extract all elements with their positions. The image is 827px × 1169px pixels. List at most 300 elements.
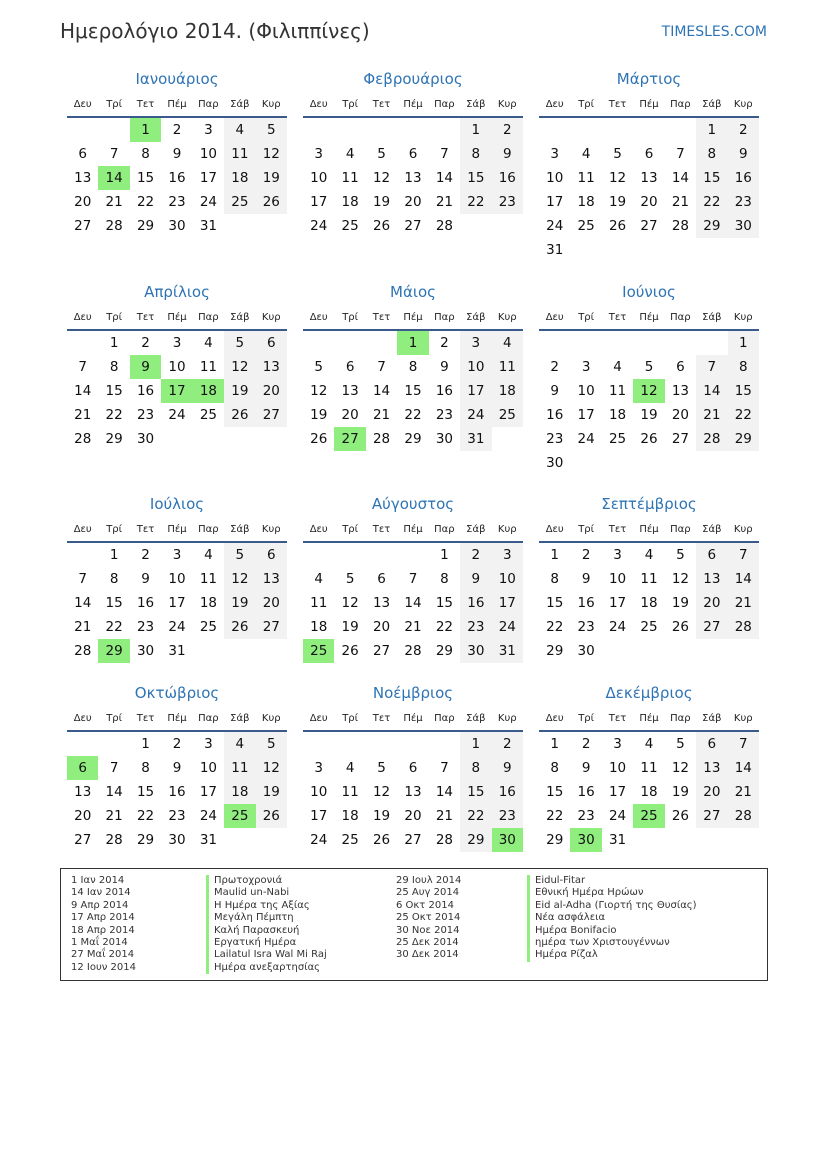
- day[interactable]: 15: [105, 595, 123, 611]
- day[interactable]: 15: [136, 170, 155, 186]
- day[interactable]: 13: [372, 595, 391, 611]
- day[interactable]: 25: [199, 407, 218, 423]
- day[interactable]: 27: [640, 218, 658, 234]
- day[interactable]: 25: [199, 619, 218, 635]
- day[interactable]: 9: [440, 359, 449, 375]
- day[interactable]: 5: [314, 359, 323, 375]
- day[interactable]: 1: [460, 118, 491, 142]
- day[interactable]: 14: [372, 383, 391, 399]
- day[interactable]: 10: [492, 567, 523, 591]
- day[interactable]: 11: [608, 383, 627, 399]
- day[interactable]: 23: [435, 407, 454, 423]
- day[interactable]: 20: [256, 379, 287, 403]
- day[interactable]: 4: [224, 732, 255, 756]
- day[interactable]: 15: [435, 595, 454, 611]
- day[interactable]: 13: [74, 784, 92, 800]
- day[interactable]: 5: [377, 146, 386, 162]
- day[interactable]: 14: [435, 784, 454, 800]
- day[interactable]: 17: [310, 808, 328, 824]
- day[interactable]: 24: [546, 218, 564, 234]
- day[interactable]: 9: [172, 760, 182, 776]
- day[interactable]: 26: [640, 431, 658, 447]
- day[interactable]: 21: [74, 407, 92, 423]
- day[interactable]: 4: [345, 760, 355, 776]
- day[interactable]: 29: [105, 431, 123, 447]
- day[interactable]: 28: [435, 218, 454, 234]
- day[interactable]: 26: [372, 218, 391, 234]
- day[interactable]: 12: [671, 571, 690, 587]
- day[interactable]: 14: [404, 595, 422, 611]
- day[interactable]: 1: [460, 732, 491, 756]
- day[interactable]: 22: [460, 804, 491, 828]
- day[interactable]: 24: [492, 615, 523, 639]
- holiday-day[interactable]: 25: [633, 804, 664, 828]
- day[interactable]: 24: [168, 407, 186, 423]
- day[interactable]: 4: [492, 331, 523, 355]
- day[interactable]: 2: [440, 335, 449, 351]
- day[interactable]: 24: [199, 194, 218, 210]
- day[interactable]: 8: [460, 142, 491, 166]
- day[interactable]: 18: [310, 619, 328, 635]
- day[interactable]: 6: [644, 146, 654, 162]
- day[interactable]: 29: [546, 832, 564, 848]
- day[interactable]: 18: [608, 407, 627, 423]
- day[interactable]: 10: [546, 170, 564, 186]
- day[interactable]: 26: [224, 403, 255, 427]
- day[interactable]: 19: [224, 591, 255, 615]
- day[interactable]: 8: [696, 142, 727, 166]
- day[interactable]: 6: [676, 359, 685, 375]
- day[interactable]: 23: [492, 190, 523, 214]
- day[interactable]: 29: [136, 218, 155, 234]
- day[interactable]: 6: [408, 760, 418, 776]
- day[interactable]: 28: [74, 431, 92, 447]
- day[interactable]: 27: [696, 804, 727, 828]
- day[interactable]: 19: [256, 166, 287, 190]
- day[interactable]: 12: [671, 760, 690, 776]
- day[interactable]: 14: [105, 784, 123, 800]
- day[interactable]: 22: [546, 619, 564, 635]
- day[interactable]: 1: [141, 736, 150, 752]
- day[interactable]: 7: [78, 359, 87, 375]
- day[interactable]: 14: [74, 383, 92, 399]
- day[interactable]: 4: [345, 146, 355, 162]
- day[interactable]: 21: [105, 808, 123, 824]
- day[interactable]: 6: [345, 359, 355, 375]
- day[interactable]: 29: [404, 431, 422, 447]
- day[interactable]: 28: [372, 431, 391, 447]
- day[interactable]: 10: [168, 359, 186, 375]
- day[interactable]: 21: [404, 619, 422, 635]
- day[interactable]: 8: [408, 359, 418, 375]
- day[interactable]: 9: [550, 383, 559, 399]
- day[interactable]: 29: [728, 427, 759, 451]
- day[interactable]: 15: [105, 383, 123, 399]
- day[interactable]: 10: [608, 760, 627, 776]
- day[interactable]: 15: [696, 166, 727, 190]
- day[interactable]: 23: [168, 808, 186, 824]
- day[interactable]: 23: [728, 190, 759, 214]
- holiday-day[interactable]: 25: [224, 804, 255, 828]
- day[interactable]: 15: [728, 379, 759, 403]
- day[interactable]: 22: [105, 407, 123, 423]
- day[interactable]: 9: [581, 571, 591, 587]
- day[interactable]: 9: [492, 142, 523, 166]
- day[interactable]: 1: [696, 118, 727, 142]
- day[interactable]: 15: [404, 383, 422, 399]
- day[interactable]: 12: [256, 142, 287, 166]
- day[interactable]: 10: [577, 383, 595, 399]
- day[interactable]: 28: [671, 218, 690, 234]
- day[interactable]: 24: [168, 619, 186, 635]
- day[interactable]: 31: [199, 832, 218, 848]
- day[interactable]: 9: [728, 142, 759, 166]
- day[interactable]: 18: [341, 808, 359, 824]
- day[interactable]: 2: [141, 547, 150, 563]
- day[interactable]: 16: [728, 166, 759, 190]
- day[interactable]: 2: [581, 547, 591, 563]
- day[interactable]: 25: [224, 190, 255, 214]
- day[interactable]: 27: [404, 218, 422, 234]
- day[interactable]: 17: [577, 407, 595, 423]
- holiday-day[interactable]: 1: [397, 331, 428, 355]
- day[interactable]: 31: [460, 427, 491, 451]
- day[interactable]: 21: [671, 194, 690, 210]
- day[interactable]: 4: [204, 335, 213, 351]
- day[interactable]: 11: [341, 784, 359, 800]
- day[interactable]: 27: [74, 218, 92, 234]
- day[interactable]: 2: [728, 118, 759, 142]
- day[interactable]: 5: [377, 760, 386, 776]
- day[interactable]: 17: [546, 194, 564, 210]
- day[interactable]: 27: [404, 832, 422, 848]
- day[interactable]: 7: [109, 760, 119, 776]
- day[interactable]: 26: [372, 832, 391, 848]
- day[interactable]: 1: [550, 547, 559, 563]
- day[interactable]: 17: [199, 170, 218, 186]
- day[interactable]: 11: [224, 756, 255, 780]
- day[interactable]: 20: [696, 591, 727, 615]
- day[interactable]: 18: [577, 194, 595, 210]
- day[interactable]: 31: [492, 639, 523, 663]
- day[interactable]: 28: [728, 804, 759, 828]
- day[interactable]: 2: [460, 543, 491, 567]
- day[interactable]: 10: [199, 760, 218, 776]
- day[interactable]: 17: [608, 784, 627, 800]
- day[interactable]: 16: [136, 595, 155, 611]
- day[interactable]: 7: [78, 571, 87, 587]
- day[interactable]: 17: [608, 595, 627, 611]
- day[interactable]: 11: [199, 571, 218, 587]
- day[interactable]: 5: [256, 118, 287, 142]
- day[interactable]: 8: [728, 355, 759, 379]
- day[interactable]: 3: [492, 543, 523, 567]
- day[interactable]: 5: [224, 331, 255, 355]
- day[interactable]: 5: [224, 543, 255, 567]
- day[interactable]: 13: [671, 383, 690, 399]
- day[interactable]: 12: [310, 383, 328, 399]
- day[interactable]: 12: [256, 756, 287, 780]
- day[interactable]: 7: [109, 146, 119, 162]
- day[interactable]: 6: [696, 732, 727, 756]
- day[interactable]: 16: [492, 166, 523, 190]
- day[interactable]: 3: [204, 122, 213, 138]
- day[interactable]: 28: [105, 832, 123, 848]
- day[interactable]: 16: [492, 780, 523, 804]
- day[interactable]: 3: [172, 547, 182, 563]
- day[interactable]: 29: [546, 643, 564, 659]
- day[interactable]: 30: [435, 431, 454, 447]
- site-link[interactable]: TIMESLES.COM: [661, 24, 767, 40]
- day[interactable]: 7: [440, 760, 449, 776]
- day[interactable]: 22: [460, 190, 491, 214]
- day[interactable]: 16: [168, 170, 186, 186]
- day[interactable]: 3: [204, 736, 213, 752]
- day[interactable]: 7: [408, 571, 418, 587]
- day[interactable]: 21: [372, 407, 391, 423]
- day[interactable]: 21: [728, 591, 759, 615]
- day[interactable]: 13: [74, 170, 92, 186]
- day[interactable]: 29: [460, 828, 491, 852]
- day[interactable]: 2: [141, 335, 150, 351]
- day[interactable]: 25: [640, 619, 658, 635]
- day[interactable]: 7: [440, 146, 449, 162]
- day[interactable]: 6: [377, 571, 386, 587]
- day[interactable]: 22: [435, 619, 454, 635]
- day[interactable]: 7: [377, 359, 386, 375]
- day[interactable]: 17: [168, 595, 186, 611]
- day[interactable]: 13: [404, 170, 422, 186]
- day[interactable]: 24: [608, 808, 627, 824]
- day[interactable]: 19: [671, 595, 690, 611]
- day[interactable]: 11: [640, 760, 658, 776]
- day[interactable]: 16: [460, 591, 491, 615]
- day[interactable]: 14: [435, 170, 454, 186]
- day[interactable]: 8: [550, 760, 559, 776]
- day[interactable]: 17: [492, 591, 523, 615]
- day[interactable]: 17: [310, 194, 328, 210]
- day[interactable]: 16: [577, 784, 595, 800]
- day[interactable]: 23: [136, 619, 155, 635]
- day[interactable]: 1: [109, 547, 119, 563]
- day[interactable]: 21: [435, 194, 454, 210]
- day[interactable]: 27: [74, 832, 92, 848]
- day[interactable]: 28: [74, 643, 92, 659]
- day[interactable]: 27: [372, 643, 391, 659]
- day[interactable]: 4: [224, 118, 255, 142]
- day[interactable]: 12: [224, 355, 255, 379]
- day[interactable]: 6: [696, 543, 727, 567]
- day[interactable]: 3: [581, 359, 591, 375]
- day[interactable]: 10: [199, 146, 218, 162]
- day[interactable]: 1: [440, 547, 449, 563]
- day[interactable]: 12: [372, 170, 391, 186]
- day[interactable]: 11: [640, 571, 658, 587]
- day[interactable]: 14: [74, 595, 92, 611]
- day[interactable]: 31: [199, 218, 218, 234]
- day[interactable]: 12: [341, 595, 359, 611]
- day[interactable]: 3: [460, 331, 491, 355]
- day[interactable]: 14: [728, 756, 759, 780]
- day[interactable]: 20: [404, 808, 422, 824]
- day[interactable]: 26: [256, 804, 287, 828]
- day[interactable]: 21: [435, 808, 454, 824]
- day[interactable]: 10: [310, 784, 328, 800]
- day[interactable]: 24: [608, 619, 627, 635]
- day[interactable]: 3: [550, 146, 559, 162]
- day[interactable]: 27: [671, 431, 690, 447]
- day[interactable]: 18: [492, 379, 523, 403]
- day[interactable]: 28: [404, 643, 422, 659]
- day[interactable]: 31: [168, 643, 186, 659]
- day[interactable]: 28: [696, 427, 727, 451]
- day[interactable]: 25: [341, 832, 359, 848]
- day[interactable]: 14: [728, 567, 759, 591]
- day[interactable]: 8: [141, 760, 150, 776]
- day[interactable]: 4: [644, 736, 654, 752]
- day[interactable]: 3: [613, 736, 622, 752]
- day[interactable]: 28: [105, 218, 123, 234]
- day[interactable]: 2: [492, 732, 523, 756]
- day[interactable]: 6: [256, 543, 287, 567]
- day[interactable]: 21: [105, 194, 123, 210]
- day[interactable]: 23: [168, 194, 186, 210]
- day[interactable]: 10: [168, 571, 186, 587]
- day[interactable]: 4: [613, 359, 622, 375]
- day[interactable]: 24: [577, 431, 595, 447]
- day[interactable]: 30: [546, 455, 564, 471]
- day[interactable]: 9: [172, 146, 182, 162]
- day[interactable]: 7: [728, 732, 759, 756]
- day[interactable]: 13: [640, 170, 658, 186]
- day[interactable]: 10: [608, 571, 627, 587]
- day[interactable]: 30: [728, 214, 759, 238]
- day[interactable]: 11: [310, 595, 328, 611]
- day[interactable]: 18: [341, 194, 359, 210]
- day[interactable]: 22: [696, 190, 727, 214]
- day[interactable]: 16: [435, 383, 454, 399]
- day[interactable]: 23: [460, 615, 491, 639]
- day[interactable]: 20: [404, 194, 422, 210]
- holiday-day[interactable]: 30: [492, 828, 523, 852]
- day[interactable]: 4: [314, 571, 323, 587]
- day[interactable]: 13: [256, 567, 287, 591]
- holiday-day[interactable]: 25: [303, 639, 334, 663]
- day[interactable]: 19: [341, 619, 359, 635]
- day[interactable]: 22: [136, 194, 155, 210]
- day[interactable]: 23: [577, 808, 595, 824]
- day[interactable]: 24: [199, 808, 218, 824]
- day[interactable]: 13: [696, 756, 727, 780]
- day[interactable]: 6: [408, 146, 418, 162]
- day[interactable]: 1: [109, 335, 119, 351]
- day[interactable]: 20: [696, 780, 727, 804]
- day[interactable]: 11: [341, 170, 359, 186]
- day[interactable]: 26: [310, 431, 328, 447]
- day[interactable]: 22: [728, 403, 759, 427]
- holiday-day[interactable]: 29: [98, 639, 129, 663]
- day[interactable]: 20: [372, 619, 391, 635]
- day[interactable]: 30: [136, 431, 155, 447]
- day[interactable]: 14: [696, 379, 727, 403]
- day[interactable]: 26: [256, 190, 287, 214]
- day[interactable]: 26: [341, 643, 359, 659]
- day[interactable]: 27: [256, 403, 287, 427]
- day[interactable]: 15: [136, 784, 155, 800]
- day[interactable]: 4: [581, 146, 591, 162]
- day[interactable]: 8: [141, 146, 150, 162]
- day[interactable]: 6: [78, 146, 87, 162]
- day[interactable]: 8: [440, 571, 449, 587]
- day[interactable]: 30: [136, 643, 155, 659]
- day[interactable]: 7: [696, 355, 727, 379]
- day[interactable]: 18: [199, 595, 218, 611]
- holiday-day[interactable]: 6: [67, 756, 98, 780]
- day[interactable]: 3: [314, 146, 323, 162]
- day[interactable]: 30: [577, 643, 595, 659]
- day[interactable]: 20: [341, 407, 359, 423]
- day[interactable]: 23: [136, 407, 155, 423]
- day[interactable]: 9: [141, 571, 150, 587]
- day[interactable]: 2: [550, 359, 559, 375]
- day[interactable]: 16: [546, 407, 564, 423]
- day[interactable]: 13: [404, 784, 422, 800]
- day[interactable]: 29: [136, 832, 155, 848]
- day[interactable]: 1: [550, 736, 559, 752]
- day[interactable]: 12: [372, 784, 391, 800]
- day[interactable]: 27: [696, 615, 727, 639]
- day[interactable]: 16: [168, 784, 186, 800]
- holiday-day[interactable]: 17: [161, 379, 192, 403]
- day[interactable]: 20: [74, 194, 92, 210]
- day[interactable]: 28: [728, 615, 759, 639]
- day[interactable]: 17: [199, 784, 218, 800]
- day[interactable]: 26: [671, 808, 690, 824]
- day[interactable]: 13: [696, 567, 727, 591]
- day[interactable]: 2: [172, 736, 182, 752]
- day[interactable]: 21: [74, 619, 92, 635]
- holiday-day[interactable]: 12: [633, 379, 664, 403]
- day[interactable]: 2: [172, 122, 182, 138]
- day[interactable]: 22: [546, 808, 564, 824]
- day[interactable]: 3: [613, 547, 622, 563]
- day[interactable]: 18: [224, 166, 255, 190]
- day[interactable]: 11: [492, 355, 523, 379]
- day[interactable]: 22: [404, 407, 422, 423]
- holiday-day[interactable]: 18: [193, 379, 224, 403]
- day[interactable]: 29: [696, 214, 727, 238]
- day[interactable]: 16: [136, 383, 155, 399]
- day[interactable]: 10: [310, 170, 328, 186]
- day[interactable]: 19: [310, 407, 328, 423]
- day[interactable]: 17: [460, 379, 491, 403]
- day[interactable]: 30: [168, 218, 186, 234]
- day[interactable]: 7: [676, 146, 685, 162]
- day[interactable]: 27: [256, 615, 287, 639]
- day[interactable]: 5: [345, 571, 355, 587]
- day[interactable]: 6: [256, 331, 287, 355]
- day[interactable]: 25: [608, 431, 627, 447]
- day[interactable]: 9: [492, 756, 523, 780]
- day[interactable]: 19: [372, 194, 391, 210]
- day[interactable]: 21: [728, 780, 759, 804]
- day[interactable]: 12: [608, 170, 627, 186]
- day[interactable]: 31: [608, 832, 627, 848]
- day[interactable]: 19: [224, 379, 255, 403]
- day[interactable]: 2: [492, 118, 523, 142]
- day[interactable]: 20: [640, 194, 658, 210]
- day[interactable]: 25: [492, 403, 523, 427]
